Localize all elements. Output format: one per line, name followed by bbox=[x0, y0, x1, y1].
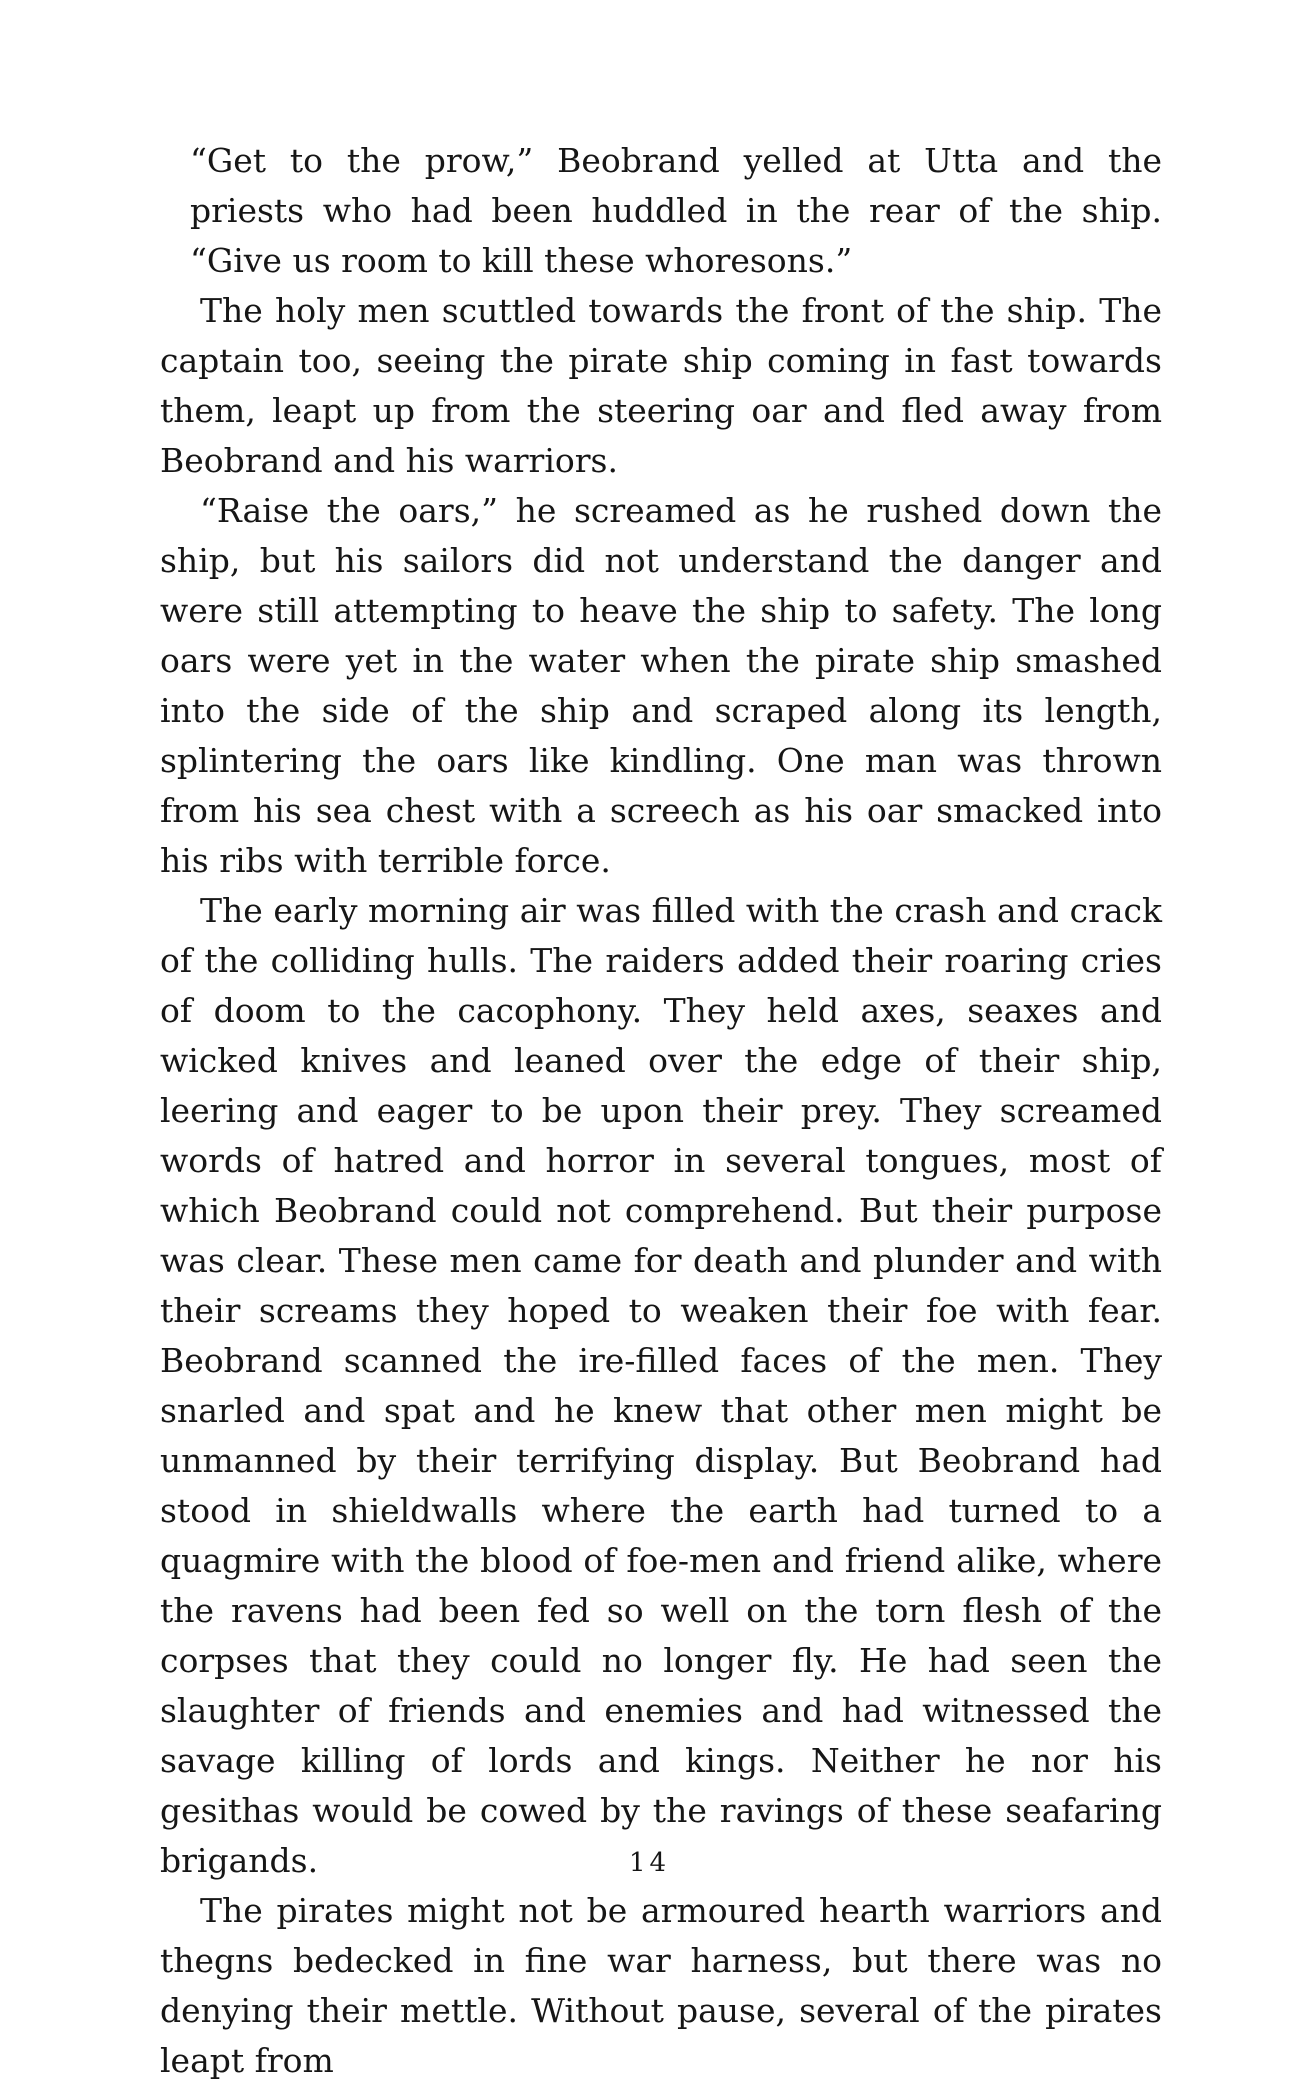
body-text bbox=[160, 136, 1162, 2086]
paragraph-3: “Raise the oars,” he screamed as he rushed down the ship, but his sailors did not understand the danger and were still attempting to heave the ship to safety. The long oars were yet in the water when the pirate ship smashed into the side of the ship and scraped along its length, splintering the oars like kindling. One man was thrown from his sea chest with a screech as his oar smacked into his ribs with terrible force. bbox=[160, 491, 1162, 880]
paragraph-5: The pirates might not be armoured hearth warriors and thegns bedecked in fine war harness, but there was no denying their mettle. Without pause, several of the pirates leapt from bbox=[160, 1891, 1162, 2080]
page-number: 14 bbox=[628, 1848, 671, 1878]
paragraph-1: “Get to the prow,” Beobrand yelled at Utta and the priests who had been huddled in the rear of the ship. “Give us room to kill these whoresons.” bbox=[190, 141, 1162, 280]
paragraph-2: The holy men scuttled towards the front of the ship. The captain too, seeing the pirate ship coming in fast towards them, leapt up from the steering oar and fled away from Beobrand and his warriors. bbox=[160, 291, 1162, 480]
paragraph-4: The early morning air was filled with the crash and crack of the colliding hulls. The raiders added their roaring cries of doom to the cacophony. They held axes, seaxes and wicked knives and leaned over the edge of their ship, leering and eager to be upon their prey. They screamed words of hatred and horror in several tongues, most of which Beobrand could not comprehend. But their purpose was clear. These men came for death and plunder and with their screams they hoped to weaken their foe with fear. Beobrand scanned the ire-filled faces of the men. They snarled and spat and he knew that other men might be unmanned by their terrifying display. But Beobrand had stood in shieldwalls where the earth had turned to a quagmire with the blood of foe-men and friend alike, where the ravens had been fed so well on the torn flesh of the corpses that they could no longer fly. He had seen the slaughter of friends and enemies and had witnessed the savage killing of lords and kings. Neither he nor his gesithas would be cowed by the ravings of these seafaring brigands. bbox=[160, 891, 1162, 1880]
